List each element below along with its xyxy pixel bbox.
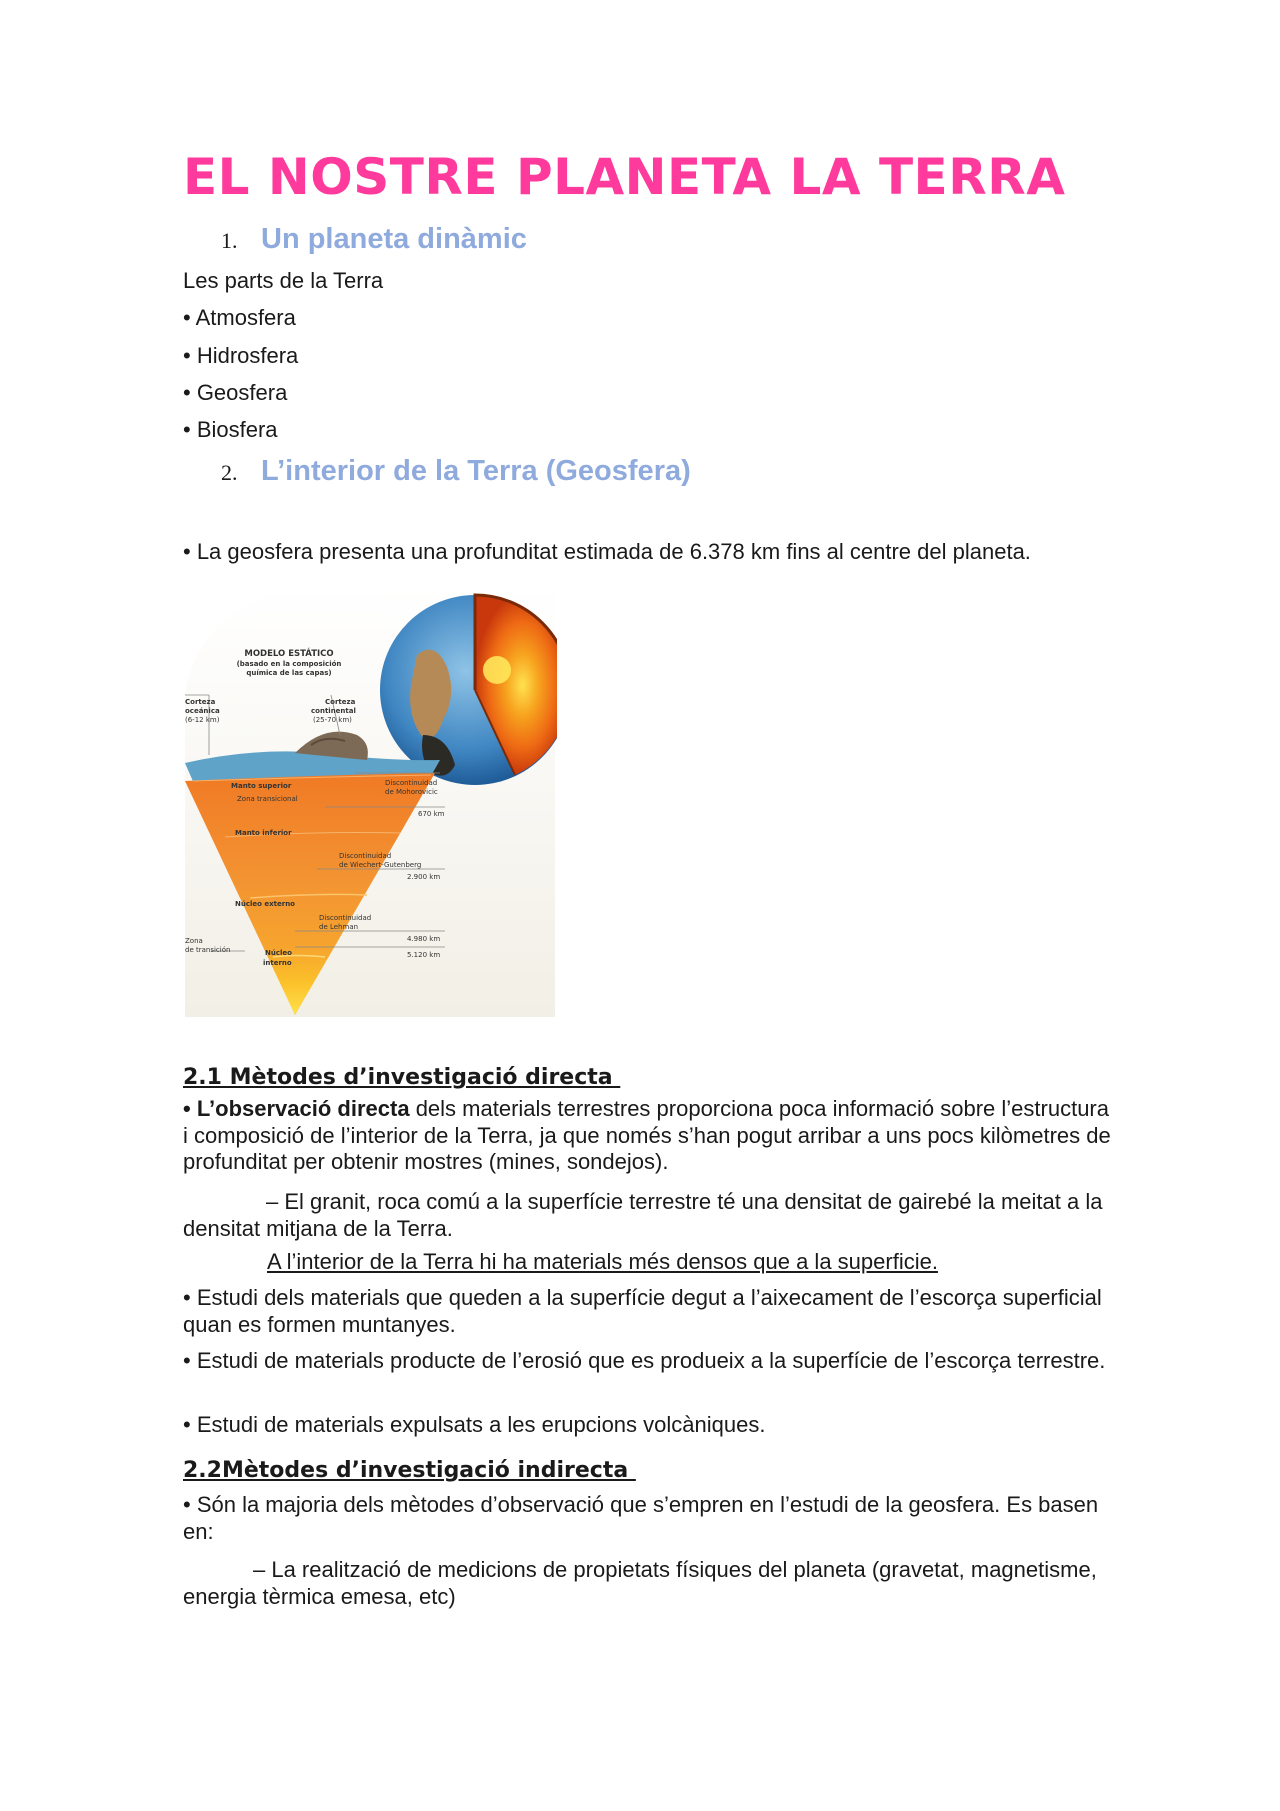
transition-zone-label: Zona transicional <box>237 795 298 803</box>
continental-crust-label: continental <box>311 707 356 715</box>
page-title: EL NOSTRE PLANETA LA TERRA <box>183 148 1066 206</box>
transition-zone-core-label: Zona <box>185 937 203 945</box>
subsection-heading-2-2: 2.2Mètodes d’investigació indirecta <box>183 1458 636 1483</box>
lower-mantle-label: Manto inferior <box>235 829 292 837</box>
depth-5120: 5.120 km <box>407 951 441 959</box>
section-title: L’interior de la Terra (Geosfera) <box>261 455 691 487</box>
list-item: • Hidrosfera <box>183 343 299 368</box>
upper-mantle-label: Manto superior <box>231 782 292 790</box>
bold-term: • L’observació directa <box>183 1096 410 1121</box>
paragraph-volcanic: • Estudi de materials expulsats a les erupcions volcàniques. <box>183 1412 766 1437</box>
paragraph-indirect-methods: • Són la majoria dels mètodes d’observació que s’empren en l’estudi de la geosfera. Es basen en: <box>183 1492 1099 1544</box>
underlined-conclusion: A l’interior de la Terra hi ha materials més densos que a la superficie. <box>267 1249 938 1274</box>
inner-core-label: Núcleo <box>265 949 292 957</box>
earth-interior-diagram <box>185 585 557 1017</box>
subsection-heading-2-1: 2.1 Mètodes d’investigació directa <box>183 1065 621 1090</box>
list-item: • Atmosfera <box>183 305 296 330</box>
model-subtitle: (basado en la composición <box>236 660 342 668</box>
paragraph-mountains: • Estudi dels materials que queden a la superfície degut a l’aixecament de l’escorça superficial quan es formen muntanyes. <box>183 1285 1102 1337</box>
paragraph-erosion: • Estudi de materials producte de l’erosió que es produeix a la superfície de l’escorça terrestre. <box>183 1348 1106 1373</box>
oceanic-crust-range: (6-12 km) <box>185 716 220 724</box>
paragraph-measurements: – La realització de medicions de propietats físiques del planeta (gravetat, magnetisme, energia tèrmica emesa, etc) <box>183 1557 1097 1609</box>
model-subtitle: química de las capas) <box>246 669 332 677</box>
wiechert-gutenberg-label: Discontinuidad <box>339 852 392 860</box>
paragraph-granite: – El granit, roca comú a la superfície terrestre té una densitat de gairebé la meitat a la densitat mitjana de la Terra. <box>183 1189 1103 1241</box>
oceanic-crust-label: oceánica <box>185 707 220 715</box>
lehman-label: de Lehman <box>319 923 359 931</box>
lehman-label: Discontinuidad <box>319 914 372 922</box>
paragraph-direct-observation <box>183 1096 1113 1176</box>
paragraph-text: dels materials terrestres proporciona poca informació sobre l’estructura i composició de l’interior de la Terra, ja que només s’han pogut arribar a uns pocs kilòmetres de profunditat per obtenir mostres (mines, sondejos). <box>183 1096 1111 1174</box>
model-title: MODELO ESTÁTICO <box>244 649 334 659</box>
section-heading-2 <box>221 455 691 488</box>
section-number: 1. <box>221 228 238 253</box>
parts-intro: Les parts de la Terra <box>183 268 384 293</box>
continental-crust-label: Corteza <box>325 698 356 706</box>
transition-zone-core-label: de transición <box>185 946 231 954</box>
list-item: • Geosfera <box>183 380 288 405</box>
section-title: Un planeta dinàmic <box>261 223 527 255</box>
wiechert-gutenberg-label: de Wiechert-Gutenberg <box>339 861 422 869</box>
mohorovicic-label: de Mohorovicic <box>385 788 438 796</box>
inner-core-label: interno <box>263 959 292 967</box>
outer-core-label: Núcleo externo <box>235 900 295 908</box>
depth-2900: 2.900 km <box>407 873 441 881</box>
depth-4980: 4.980 km <box>407 935 441 943</box>
section-number: 2. <box>221 460 238 485</box>
list-item: • Biosfera <box>183 417 278 442</box>
mohorovicic-label: Discontinuidad <box>385 779 438 787</box>
geosphere-depth-text: • La geosfera presenta una profunditat estimada de 6.378 km fins al centre del planeta. <box>183 539 1031 564</box>
section-heading-1 <box>221 223 527 256</box>
continental-crust-range: (25-70 km) <box>313 716 352 724</box>
depth-670: 670 km <box>418 810 445 818</box>
oceanic-crust-label: Corteza <box>185 698 216 706</box>
